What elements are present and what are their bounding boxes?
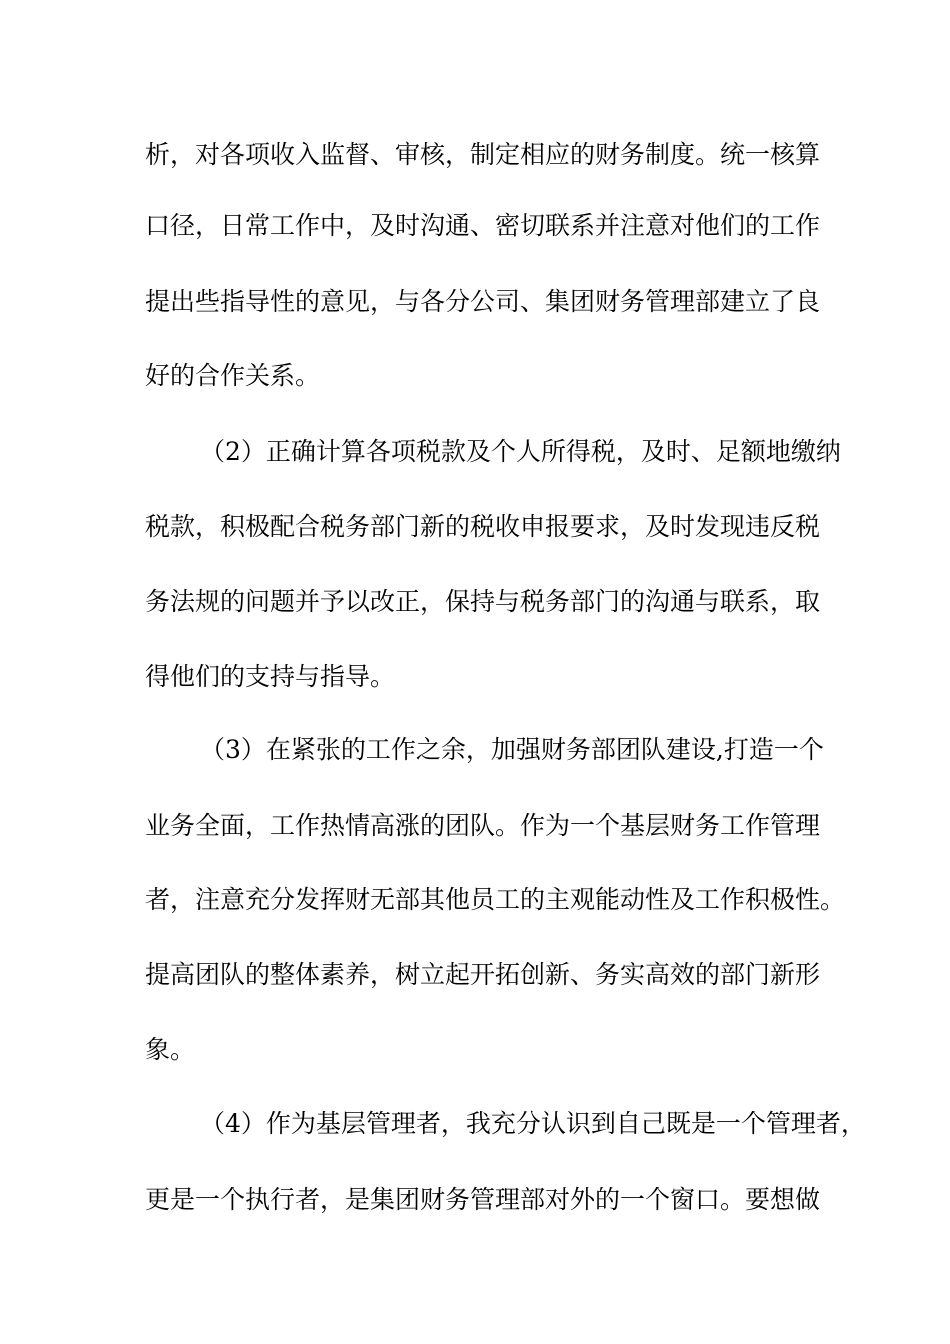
text-line: 析，对各项收入监督、审核，制定相应的财务制度。统一核算 (145, 140, 821, 169)
text-line: 业务全面，工作热情高涨的团队。作为一个基层财务工作管理 (145, 811, 821, 840)
text-line: 提出些指导性的意见，与各分公司、集团财务管理部建立了良 (145, 287, 821, 316)
paragraph-3-first-line: （3）在紧张的工作之余，加强财务部团队建设,打造一个 (200, 735, 824, 764)
text-line: 象。 (145, 1035, 196, 1064)
text-line: 更是一个执行者，是集团财务管理部对外的一个窗口。要想做 (145, 1185, 821, 1214)
text-line: 得他们的支持与指导。 (145, 662, 396, 691)
paragraph-4-first-line: （4）作为基层管理者，我充分认识到自己既是一个管理者， (200, 1109, 866, 1138)
text-line: 者，注意充分发挥财无部其他员工的主观能动性及工作积极性。 (145, 885, 846, 914)
text-line: 税款，积极配合税务部门新的税收申报要求，及时发现违反税 (145, 512, 821, 541)
text-line: 好的合作关系。 (145, 361, 321, 390)
text-line: 务法规的问题并予以改正，保持与税务部门的沟通与联系，取 (145, 587, 821, 616)
text-line: 口径，日常工作中，及时沟通、密切联系并注意对他们的工作 (145, 211, 821, 240)
text-line: 提高团队的整体素养，树立起开拓创新、务实高效的部门新形 (145, 960, 821, 989)
paragraph-2-first-line: （2）正确计算各项税款及个人所得税，及时、足额地缴纳 (200, 437, 841, 466)
